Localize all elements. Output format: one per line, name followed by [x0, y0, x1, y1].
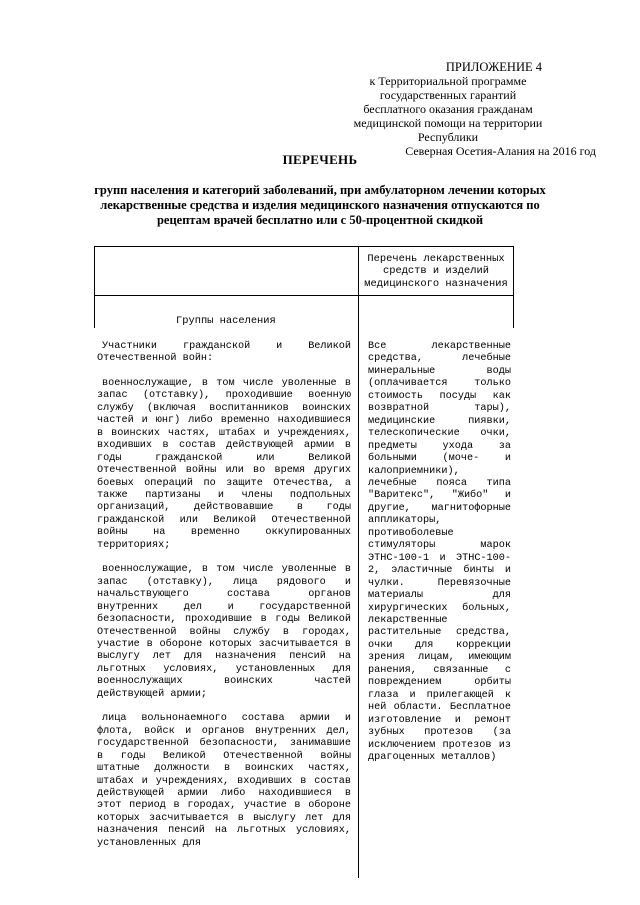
table-left-border-lower: [94, 296, 95, 328]
column-divider: [358, 246, 359, 878]
appendix-line: к Территориальной программе: [369, 74, 527, 88]
header-bottom-border: [94, 295, 514, 296]
table-top-border: [94, 246, 514, 247]
appendix-line: Северная Осетия-Алания на 2016 год: [405, 144, 596, 158]
appendix-line: государственных гарантий: [379, 88, 517, 102]
population-group-paragraph: Участники гражданской и Великой Отечественной войн:: [97, 341, 351, 365]
column-header-medicines: Перечень лекарственных средств и изделий медицинского назначения: [364, 253, 508, 290]
column-header-groups: Группы населения: [176, 315, 276, 327]
appendix-line: Республики: [417, 130, 479, 144]
appendix-title: ПРИЛОЖЕНИЕ 4: [445, 60, 542, 74]
population-group-paragraph: военнослужащие, в том числе уволенные в запас (отставку), лица рядового и начальствующего состава органов внутренних дел и государственной безопасности, проходившие в годы Великой Отечественной войны службу в городах, участие в обороне которых засчитывается в выслугу лет для назначения пенсий на льготных условиях, установленных для военнослужащих воинских частей действующей армии;: [97, 564, 351, 700]
document-subtitle: групп населения и категорий заболеваний, при амбулаторном лечении которых лекарственные средства и изделия медицинского назначения отпускаются по рецептам врачей бесплатно или с 50-процентной скидкой: [94, 183, 546, 227]
appendix-line: медицинской помощи на территории: [353, 116, 543, 130]
document-title: ПЕРЕЧЕНЬ: [282, 152, 358, 167]
population-groups-column: [97, 341, 351, 850]
population-group-paragraph: военнослужащие, в том числе уволенные в запас (отставку), проходившие военную службу (включая воспитанников воинских частей и юнг) либо временно находившиеся в воинских частях, штабах и учреждениях, входивших в состав действующей армии в годы гражданской или Великой Отечественной войны или во время других боевых операций по защите Отечества, а также партизаны и члены подпольных организаций, действовавшие в годы гражданской или Великой Отечественной войны на временно оккупированных территориях;: [97, 377, 351, 551]
population-group-paragraph: лица вольнонаемного состава армии и флота, войск и органов внутренних дел, государственной безопасности, занимавшие в годы Великой Отечественной войны штатные должности в воинских частях, штабах и учреждениях, входивших в состав действующей армии либо находившиеся в этот период в городах, участие в обороне которых засчитывается в выслугу лет для назначения пенсий на льготных условиях, установленных для: [97, 713, 351, 849]
table-right-border: [513, 246, 514, 296]
medicines-list-text: Все лекарственные средства, лечебные минеральные воды (оплачивается только стоимость посуды как возвратной тары), медицинские пиявки, телескопические очки, предметы ухода за больными (моче- и калоприемники), лечебные пояса типа "Варитекс", "Жибо" и другие, магнитофорные аппликаторы, противоболевые стимуляторы марок ЭТНС-100-1 и ЭТНС-100-2, эластичные бинты и чулки. Перевязочные материалы для хирургических больных, лекарственные растительные средства, очки для коррекции зрения лицам, имеющим ранения, связанные с повреждением орбиты глаза и прилегающей к ней области. Бесплатное изготовление и ремонт зубных протезов (за исключением протезов из драгоценных металлов): [368, 341, 511, 763]
appendix-header: [318, 60, 596, 158]
table-right-border-lower: [513, 296, 514, 328]
appendix-line: бесплатного оказания гражданам: [363, 102, 533, 116]
medicines-column: [368, 341, 511, 764]
table-left-border: [94, 246, 95, 296]
